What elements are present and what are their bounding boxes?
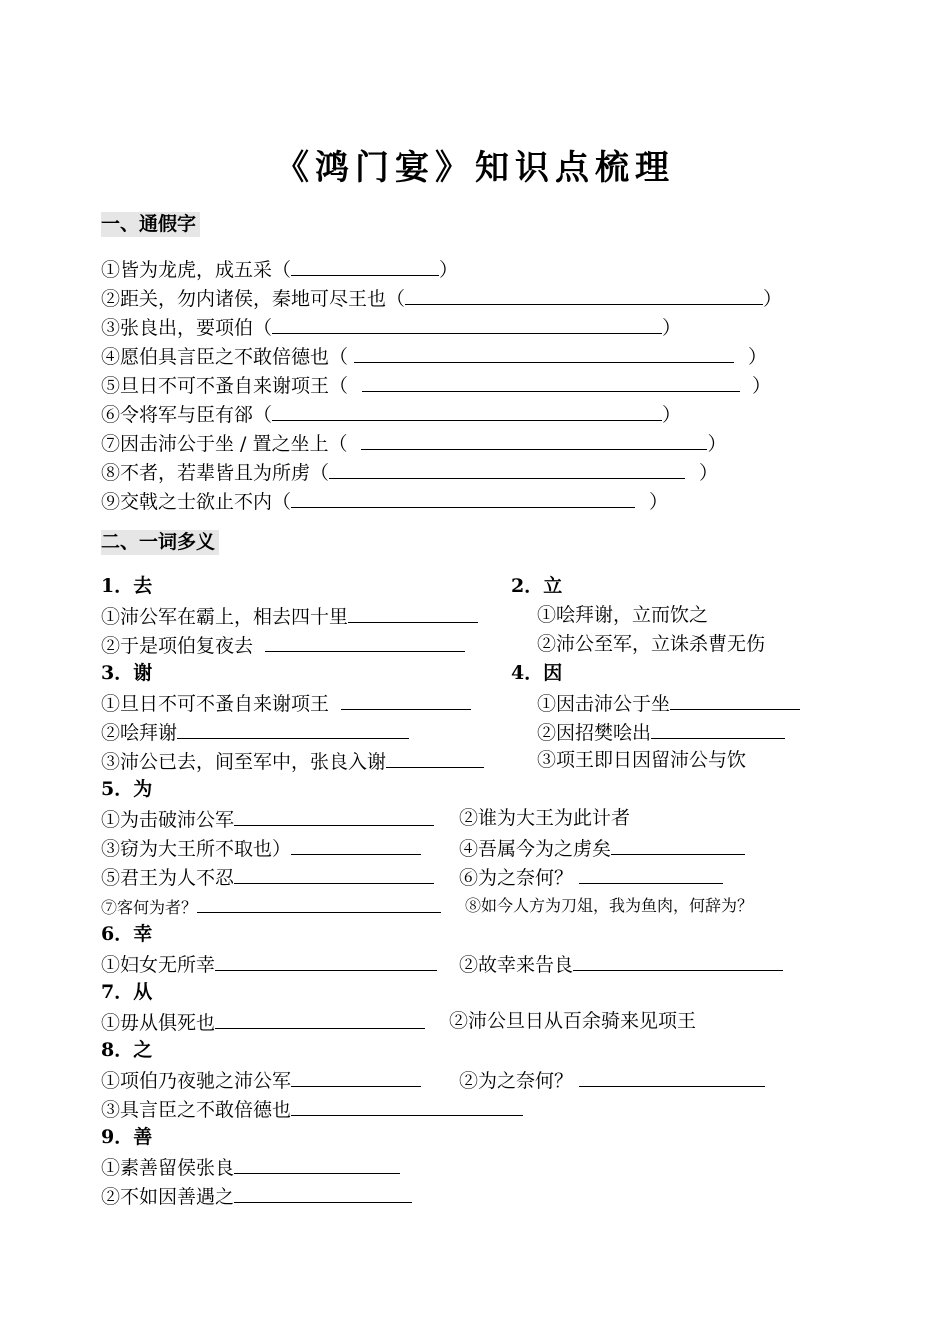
item-text: ②沛公旦日从百余骑来见项王 bbox=[449, 1010, 697, 1032]
tongjia-item-9 bbox=[101, 486, 668, 515]
answer-blank[interactable] bbox=[234, 804, 434, 826]
item-text: ①哙拜谢，立而饮之 bbox=[537, 604, 709, 626]
item-text: ③窃为大王所不取也） bbox=[101, 838, 292, 860]
word-heading-wei: 5．为 bbox=[101, 778, 153, 800]
tongjia-item-2 bbox=[101, 283, 782, 312]
answer-blank[interactable] bbox=[386, 746, 484, 768]
answer-blank[interactable] bbox=[177, 717, 409, 739]
item-text: ①因击沛公于坐 bbox=[537, 693, 671, 715]
item-end: ） bbox=[763, 288, 783, 310]
item-text: ⑥为之奈何？ bbox=[459, 867, 574, 889]
item-text: ④愿伯具言臣之不敢倍德也（ bbox=[101, 346, 349, 368]
tongjia-item-5 bbox=[101, 370, 771, 399]
item-text: ①素善留侯张良 bbox=[101, 1157, 235, 1179]
tongjia-item-4 bbox=[101, 341, 767, 370]
item-text: ⑦因击沛公于坐 / 置之坐上（ bbox=[101, 433, 348, 455]
item-end: ） bbox=[748, 346, 768, 368]
answer-blank[interactable] bbox=[272, 312, 662, 334]
answer-blank[interactable] bbox=[265, 630, 465, 652]
item-text: ③具言臣之不敢倍德也 bbox=[101, 1099, 292, 1121]
word-heading-xing: 6．幸 bbox=[101, 923, 153, 945]
section-heading-tongjiazi: 一、通假字 bbox=[101, 212, 200, 237]
tongjia-item-8 bbox=[101, 457, 718, 486]
item-text: ②为之奈何？ bbox=[459, 1070, 574, 1092]
answer-blank[interactable] bbox=[348, 601, 478, 623]
item-text: ⑦客何为者？ bbox=[101, 898, 198, 917]
item-text: ②谁为大王为此计者 bbox=[459, 807, 631, 829]
word-heading-yin: 4．因 bbox=[511, 662, 563, 684]
tongjia-item-1 bbox=[101, 254, 458, 283]
item-text: ⑧不者，若辈皆且为所虏（ bbox=[101, 462, 330, 484]
answer-blank[interactable] bbox=[579, 862, 723, 884]
tongjia-item-6 bbox=[101, 399, 681, 428]
page-title: 《鸿门宴》知识点梳理 bbox=[275, 148, 675, 188]
item-text: ①皆为龙虎，成五采（ bbox=[101, 259, 292, 281]
item-text: ①项伯乃夜驰之沛公军 bbox=[101, 1070, 292, 1092]
word-heading-qu: 1．去 bbox=[101, 575, 153, 597]
answer-blank[interactable] bbox=[329, 457, 685, 479]
item-text: ②不如因善遇之 bbox=[101, 1186, 235, 1208]
item-text: ②故幸来告良 bbox=[459, 954, 574, 976]
item-text: ③张良出，要项伯（ bbox=[101, 317, 273, 339]
item-text: ④吾属今为之虏矣 bbox=[459, 838, 612, 860]
item-text: ①为击破沛公军 bbox=[101, 809, 235, 831]
answer-blank[interactable] bbox=[651, 717, 785, 739]
word-heading-cong: 7．从 bbox=[101, 981, 153, 1003]
answer-blank[interactable] bbox=[291, 1065, 421, 1087]
item-text: ⑤旦日不可不蚤自来谢项王（ bbox=[101, 375, 349, 397]
item-text: ⑨交戟之士欲止不内（ bbox=[101, 491, 292, 513]
item-text: ⑤君王为人不忍 bbox=[101, 867, 235, 889]
word-heading-xie: 3．谢 bbox=[101, 662, 153, 684]
answer-blank[interactable] bbox=[405, 283, 763, 305]
answer-blank[interactable] bbox=[573, 949, 783, 971]
item-text: ⑧如今人方为刀俎，我为鱼肉，何辞为？ bbox=[465, 896, 754, 915]
tongjia-item-3 bbox=[101, 312, 681, 341]
item-text: ②沛公至军，立诛杀曹无伤 bbox=[537, 633, 766, 655]
word-heading-zhi: 8．之 bbox=[101, 1039, 153, 1061]
tongjia-item-7 bbox=[101, 428, 727, 457]
item-text: ⑥令将军与臣有郤（ bbox=[101, 404, 273, 426]
item-end: ） bbox=[699, 462, 719, 484]
item-text: ①毋从俱死也 bbox=[101, 1012, 216, 1034]
answer-blank[interactable] bbox=[234, 1152, 400, 1174]
answer-blank[interactable] bbox=[215, 949, 437, 971]
answer-blank[interactable] bbox=[341, 688, 471, 710]
item-text: ③沛公已去，间至军中，张良入谢 bbox=[101, 751, 387, 773]
item-text: ①沛公军在霸上，相去四十里 bbox=[101, 606, 349, 628]
item-text: ②距关，勿内诸侯，秦地可尽王也（ bbox=[101, 288, 406, 310]
answer-blank[interactable] bbox=[272, 399, 662, 421]
answer-blank[interactable] bbox=[215, 1007, 425, 1029]
item-text: ③项王即日因留沛公与饮 bbox=[537, 749, 747, 771]
item-text: ②因招樊哙出 bbox=[537, 722, 652, 744]
answer-blank[interactable] bbox=[611, 833, 745, 855]
item-end: ） bbox=[707, 433, 727, 455]
answer-blank[interactable] bbox=[354, 341, 734, 363]
item-end: ） bbox=[662, 404, 682, 426]
item-end: ） bbox=[752, 375, 772, 397]
answer-blank[interactable] bbox=[361, 428, 707, 450]
answer-blank[interactable] bbox=[291, 254, 439, 276]
answer-blank[interactable] bbox=[362, 370, 740, 392]
answer-blank[interactable] bbox=[234, 1181, 412, 1203]
word-heading-li: 2．立 bbox=[511, 575, 563, 597]
answer-blank[interactable] bbox=[670, 688, 800, 710]
answer-blank[interactable] bbox=[234, 862, 434, 884]
item-text: ②于是项伯复夜去 bbox=[101, 635, 254, 657]
item-end: ） bbox=[439, 259, 459, 281]
word-heading-shan: 9．善 bbox=[101, 1126, 153, 1148]
item-text: ①妇女无所幸 bbox=[101, 954, 216, 976]
answer-blank[interactable] bbox=[197, 891, 441, 913]
item-end: ） bbox=[662, 317, 682, 339]
section-heading-yiciduoyi: 二、一词多义 bbox=[101, 530, 219, 555]
answer-blank[interactable] bbox=[291, 833, 421, 855]
answer-blank[interactable] bbox=[291, 1094, 523, 1116]
answer-blank[interactable] bbox=[291, 486, 635, 508]
item-text: ①旦日不可不蚤自来谢项王 bbox=[101, 693, 330, 715]
answer-blank[interactable] bbox=[579, 1065, 765, 1087]
item-end: ） bbox=[649, 491, 669, 513]
item-text: ②哙拜谢 bbox=[101, 722, 178, 744]
